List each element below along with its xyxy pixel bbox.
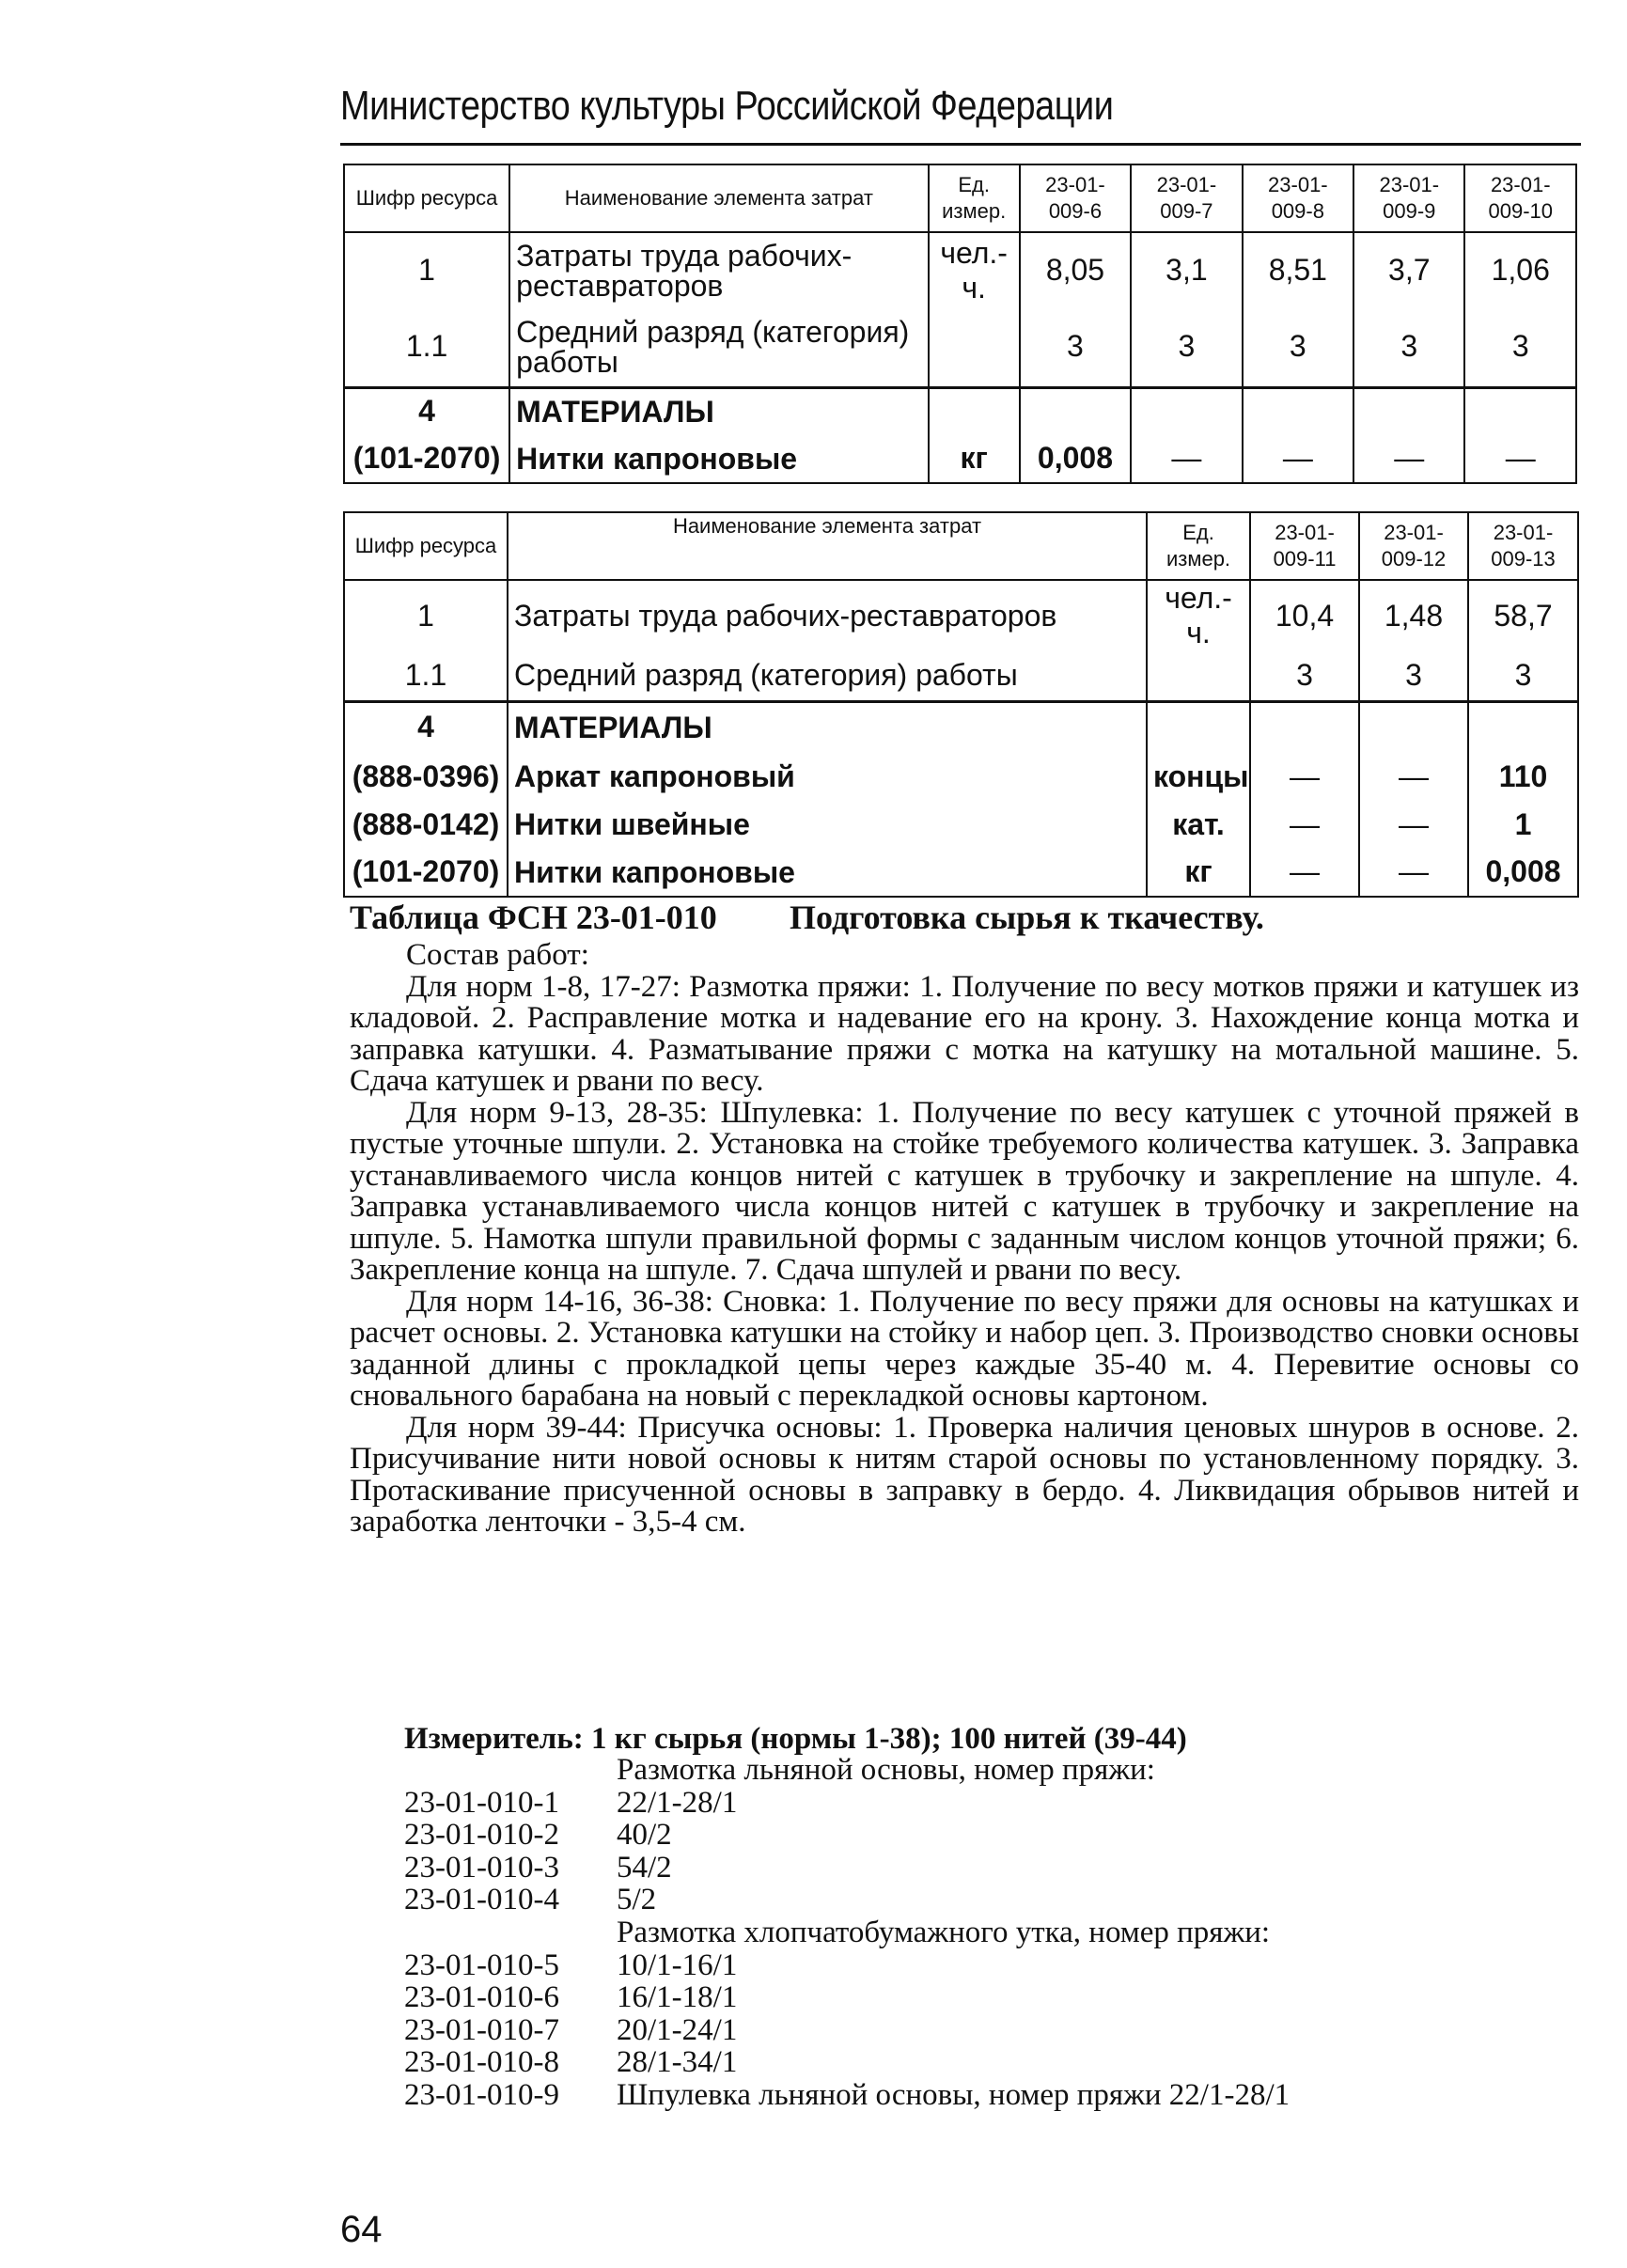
value-cell bbox=[1353, 387, 1464, 434]
unit-cell: концы bbox=[1147, 752, 1250, 801]
paragraph: Для норм 39-44: Присучка основы: 1. Проверка наличия ценовых шнуров в основе. 2. Присучивание нити новой основы к нитям старой основы по установленному порядку. 3. Протаскивание присученной основы в заправку в бердо. 4. Ликвидация обрывов нитей и заработка ленточки - 3,5-4 см. bbox=[350, 1410, 1579, 1539]
unit-cell: кг bbox=[929, 434, 1020, 483]
table-row bbox=[344, 232, 1576, 307]
unit-cell bbox=[1147, 701, 1250, 752]
value-cell: 3 bbox=[1250, 650, 1359, 701]
value-cell: 1,06 bbox=[1464, 232, 1576, 307]
resource-name: Нитки швейные bbox=[508, 801, 1147, 848]
value-cell: 110 bbox=[1468, 752, 1578, 801]
value-cell: — bbox=[1359, 752, 1468, 801]
table-row bbox=[344, 701, 1578, 752]
header-cell: Шифр ресурса bbox=[344, 512, 508, 580]
unit-cell bbox=[1147, 650, 1250, 701]
value-cell: — bbox=[1250, 848, 1359, 897]
value-cell bbox=[1250, 701, 1359, 752]
resource-name: Нитки капроновые bbox=[508, 848, 1147, 897]
norm-value: 40/2 bbox=[617, 1818, 672, 1853]
norm-value: 54/2 bbox=[617, 1850, 672, 1885]
resource-code: (888-0396) bbox=[344, 752, 508, 801]
paragraph: Для норм 1-8, 17-27: Размотка пряжи: 1. Получение по весу мотков пряжи и катушек из кладовой. 2. Расправление мотка и надевание его на крону. 3. Нахождение конца мотка и заправка катушки. 4. Разматывание пряжи с мотка на катушку на мотальной машине. 5. Сдача катушек и рвани по весу. bbox=[350, 969, 1579, 1098]
value-cell: — bbox=[1131, 434, 1242, 483]
norm-code: 23-01-010-6 bbox=[404, 1980, 559, 2015]
header-cell: 23-01-009-9 bbox=[1353, 164, 1464, 232]
resource-table-1 bbox=[343, 164, 1577, 484]
resource-code: 1.1 bbox=[344, 650, 508, 701]
value-cell bbox=[1359, 701, 1468, 752]
table-header-row bbox=[344, 512, 1578, 580]
resource-name: Затраты труда рабочих-реставраторов bbox=[509, 232, 928, 307]
unit-cell: чел.-ч. bbox=[1147, 580, 1250, 650]
header-cell: Шифр ресурса bbox=[344, 164, 509, 232]
value-cell: 0,008 bbox=[1468, 848, 1578, 897]
resource-name: Средний разряд (категория) работы bbox=[508, 650, 1147, 701]
value-cell: 3,1 bbox=[1131, 232, 1242, 307]
resource-table-2 bbox=[343, 511, 1579, 898]
table-row bbox=[344, 307, 1576, 387]
resource-name: Затраты труда рабочих-реставраторов bbox=[508, 580, 1147, 650]
norm-code: 23-01-010-3 bbox=[404, 1850, 559, 1885]
value-cell bbox=[1464, 387, 1576, 434]
norm-value: 10/1-16/1 bbox=[617, 1947, 738, 1982]
header-cell: Наименование элемента затрат bbox=[509, 164, 928, 232]
resource-name: Нитки капроновые bbox=[509, 434, 928, 483]
norm-code: 23-01-010-8 bbox=[404, 2045, 559, 2080]
norm-code: 23-01-010-7 bbox=[404, 2012, 559, 2047]
table-row bbox=[344, 848, 1578, 897]
norm-value: 22/1-28/1 bbox=[617, 1785, 738, 1820]
resource-name: Средний разряд (категория) работы bbox=[509, 307, 928, 387]
unit-cell: чел.-ч. bbox=[929, 232, 1020, 307]
value-cell: 3 bbox=[1131, 307, 1242, 387]
norm-value: 28/1-34/1 bbox=[617, 2045, 738, 2080]
resource-code: (101-2070) bbox=[344, 434, 509, 483]
norm-code: 23-01-010-1 bbox=[404, 1785, 559, 1820]
value-cell: 3 bbox=[1353, 307, 1464, 387]
paragraph: Для норм 14-16, 36-38: Сновка: 1. Получение по весу пряжи для основы на катушках и расчет основы. 2. Установка катушки на стойку и набор цеп. 3. Производство сновки основы заданной длины с прокладкой цепы через каждые 35-40 м. 4. Перевитие основы со сновального барабана на новый с перекладкой основы картоном. bbox=[350, 1284, 1579, 1413]
table-row bbox=[344, 387, 1576, 434]
value-cell: — bbox=[1464, 434, 1576, 483]
value-cell: 3,7 bbox=[1353, 232, 1464, 307]
value-cell: 3 bbox=[1464, 307, 1576, 387]
table-row bbox=[344, 580, 1578, 650]
value-cell: 3 bbox=[1359, 650, 1468, 701]
norm-code: 23-01-010-5 bbox=[404, 1947, 559, 1982]
page-number: 64 bbox=[340, 2209, 383, 2250]
table-row bbox=[344, 752, 1578, 801]
unit-cell bbox=[929, 387, 1020, 434]
resource-code: (101-2070) bbox=[344, 848, 508, 897]
header-cell: Ед. измер. bbox=[929, 164, 1020, 232]
unit-cell bbox=[929, 307, 1020, 387]
value-cell: 3 bbox=[1243, 307, 1353, 387]
value-cell: 3 bbox=[1020, 307, 1131, 387]
header-cell: 23-01-009-12 bbox=[1359, 512, 1468, 580]
resource-code: 1 bbox=[344, 580, 508, 650]
resource-code: 4 bbox=[344, 387, 509, 434]
table-row bbox=[344, 434, 1576, 483]
section-title: Подготовка сырья к ткачеству. bbox=[790, 899, 1264, 936]
resource-code: 1 bbox=[344, 232, 509, 307]
section-body bbox=[350, 940, 1579, 1539]
value-cell: 58,7 bbox=[1468, 580, 1578, 650]
header-cell: 23-01-009-6 bbox=[1020, 164, 1131, 232]
resource-name: Аркат капроновый bbox=[508, 752, 1147, 801]
composition-label: Состав работ: bbox=[406, 938, 589, 972]
header-cell: 23-01-009-13 bbox=[1468, 512, 1578, 580]
value-cell: 1,48 bbox=[1359, 580, 1468, 650]
value-cell: — bbox=[1353, 434, 1464, 483]
header-cell: Наименование элемента затрат bbox=[508, 512, 1147, 580]
value-cell: 10,4 bbox=[1250, 580, 1359, 650]
table-header-row bbox=[344, 164, 1576, 232]
resource-name: МАТЕРИАЛЫ bbox=[508, 701, 1147, 752]
table-row bbox=[344, 801, 1578, 848]
page-header: Министерство культуры Российской Федерации bbox=[340, 83, 1114, 129]
resource-code: 4 bbox=[344, 701, 508, 752]
resource-name: МАТЕРИАЛЫ bbox=[509, 387, 928, 434]
value-cell bbox=[1020, 387, 1131, 434]
unit-cell: кг bbox=[1147, 848, 1250, 897]
table-row bbox=[344, 650, 1578, 701]
norm-code: 23-01-010-4 bbox=[404, 1883, 559, 1917]
value-cell: — bbox=[1359, 848, 1468, 897]
value-cell: 1 bbox=[1468, 801, 1578, 848]
resource-code: 1.1 bbox=[344, 307, 509, 387]
header-cell: 23-01-009-11 bbox=[1250, 512, 1359, 580]
value-cell: 8,05 bbox=[1020, 232, 1131, 307]
resource-code: (888-0142) bbox=[344, 801, 508, 848]
value-cell: 3 bbox=[1468, 650, 1578, 701]
subheading: Размотка хлопчатобумажного утка, номер пряжи: bbox=[617, 1915, 1271, 1949]
value-cell: — bbox=[1243, 434, 1353, 483]
header-cell: 23-01-009-10 bbox=[1464, 164, 1576, 232]
norm-value: 16/1-18/1 bbox=[617, 1980, 738, 2015]
value-cell: — bbox=[1250, 752, 1359, 801]
paragraph: Для норм 9-13, 28-35: Шпулевка: 1. Получение по весу катушек с уточной пряжей в пустые уточные шпули. 2. Установка на стойке требуемого количества катушек. 3. Заправка устанавливаемого числа концов нитей с катушек в трубочку и закрепление на шпуле. 4. Заправка устанавливаемого числа концов нитей с катушек в трубочку и закрепление на шпуле. 5. Намотка шпули правильной формы с заданным числом концов уточной пряжи; 6. Закрепление конца на шпуле. 7. Сдача шпулей и рвани по весу. bbox=[350, 1095, 1579, 1287]
value-cell: — bbox=[1359, 801, 1468, 848]
norm-value: 20/1-24/1 bbox=[617, 2012, 738, 2047]
header-cell: 23-01-009-7 bbox=[1131, 164, 1242, 232]
norm-code: 23-01-010-9 bbox=[404, 2077, 559, 2112]
value-cell bbox=[1243, 387, 1353, 434]
section-title-row bbox=[350, 898, 1264, 937]
norm-code: 23-01-010-2 bbox=[404, 1818, 559, 1853]
value-cell bbox=[1468, 701, 1578, 752]
value-cell: 0,008 bbox=[1020, 434, 1131, 483]
measure-line: Измеритель: 1 кг сырья (нормы 1-38); 100 нитей (39-44) bbox=[404, 1722, 1187, 1756]
norm-value: 5/2 bbox=[617, 1883, 657, 1917]
table-id: Таблица ФСН 23-01-010 bbox=[350, 899, 717, 936]
unit-cell: кат. bbox=[1147, 801, 1250, 848]
subheading: Размотка льняной основы, номер пряжи: bbox=[617, 1753, 1155, 1787]
value-cell: — bbox=[1250, 801, 1359, 848]
header-rule bbox=[340, 143, 1581, 146]
norm-value: Шпулевка льняной основы, номер пряжи 22/1-28/1 bbox=[617, 2077, 1291, 2112]
value-cell: 8,51 bbox=[1243, 232, 1353, 307]
header-cell: 23-01-009-8 bbox=[1243, 164, 1353, 232]
value-cell bbox=[1131, 387, 1242, 434]
header-cell: Ед. измер. bbox=[1147, 512, 1250, 580]
